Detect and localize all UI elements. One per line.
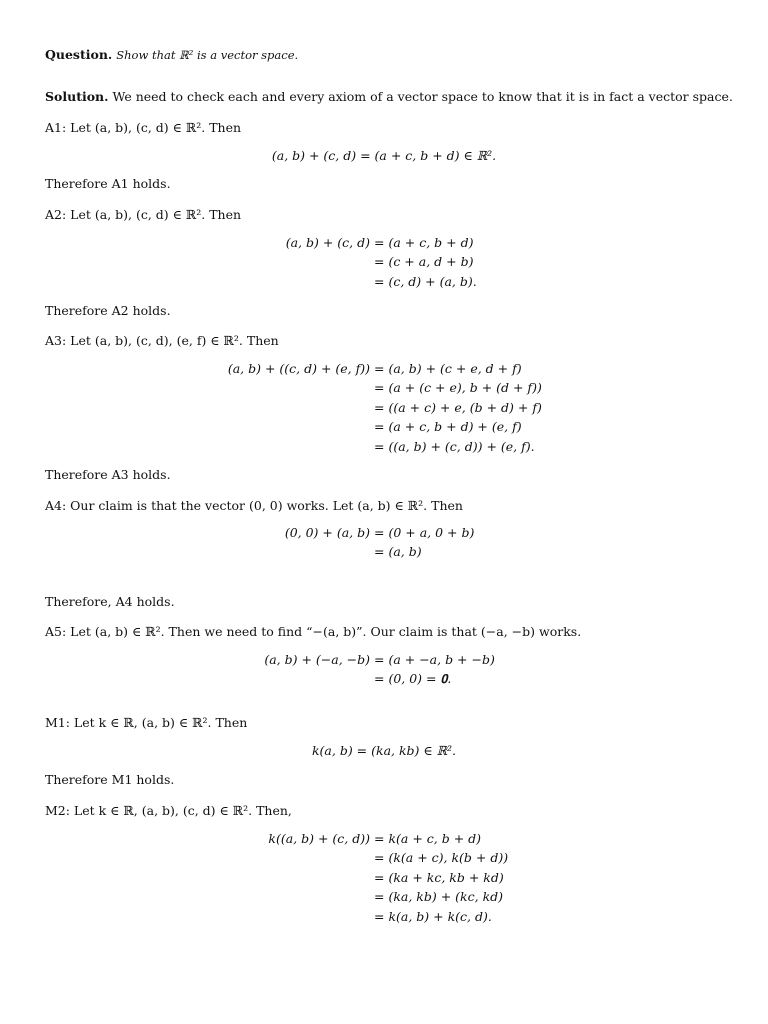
eq-row — [240, 253, 477, 273]
eq-rhs: = (ka, kb) + (kc, kd) — [374, 889, 504, 905]
eq-row — [230, 907, 508, 927]
a3-intro: A3: Let (a, b), (c, d), (e, f) ∈ ℝ². Then — [45, 333, 279, 348]
eq-row — [190, 359, 542, 379]
eq-row — [230, 888, 508, 908]
eq-row — [240, 272, 477, 292]
eq-rhs: = (c + a, d + b) — [374, 254, 474, 270]
m1-conclusion: Therefore M1 holds. — [45, 772, 175, 787]
eq-rhs: = k(a, b) + k(c, d). — [374, 908, 492, 924]
a4-conclusion: Therefore, A4 holds. — [45, 594, 175, 609]
eq-rhs: = (k(a + c), k(b + d)) — [374, 850, 509, 866]
eq-rhs: = (a + −a, b + −b) — [374, 651, 495, 667]
eq-row — [230, 849, 508, 869]
eq-rhs: = (a + c, b + d) + (e, f) — [374, 419, 522, 435]
eq-row — [220, 670, 495, 690]
question-text: Show that ℝ² is a vector space. — [116, 48, 299, 62]
eq-lhs: (a, b) + (c, d) — [285, 234, 370, 250]
m1-equation: k(a, b) = (ka, kb) ∈ ℝ². — [311, 743, 457, 758]
eq-rhs: = (0, 0) = 𝟎. — [374, 671, 452, 687]
question-label: Question. — [45, 47, 113, 62]
eq-row — [190, 379, 542, 399]
eq-row — [230, 868, 508, 888]
a1-conclusion: Therefore A1 holds. — [45, 176, 171, 191]
a4-equation-block — [240, 523, 474, 562]
m2-equation-block — [230, 829, 508, 927]
a3-equation-block — [190, 359, 542, 457]
a5-equation-block — [220, 650, 495, 689]
eq-lhs: (a, b) + ((c, d) + (e, f)) — [227, 360, 370, 376]
eq-lhs: k((a, b) + (c, d)) — [268, 830, 370, 846]
eq-rhs: = k(a + c, b + d) — [374, 830, 482, 846]
eq-rhs: = (a, b) — [374, 544, 422, 560]
a2-equation-block — [240, 233, 477, 292]
m2-intro: M2: Let k ∈ ℝ, (a, b), (c, d) ∈ ℝ². Then, — [45, 803, 292, 818]
a4-intro: A4: Our claim is that the vector (0, 0) works. Let (a, b) ∈ ℝ². Then — [45, 498, 463, 513]
a1-intro: A1: Let (a, b), (c, d) ∈ ℝ². Then — [45, 120, 242, 135]
solution-line — [45, 89, 733, 105]
eq-row — [190, 437, 542, 457]
eq-row — [240, 233, 477, 253]
eq-lhs: (a, b) + (−a, −b) — [264, 651, 370, 667]
a3-conclusion: Therefore A3 holds. — [45, 467, 171, 482]
eq-row — [190, 398, 542, 418]
eq-rhs: = (a, b) + (c + e, d + f) — [374, 360, 522, 376]
a1-equation: (a, b) + (c, d) = (a + c, b + d) ∈ ℝ². — [271, 148, 497, 163]
m1-intro: M1: Let k ∈ ℝ, (a, b) ∈ ℝ². Then — [45, 715, 248, 730]
solution-label: Solution. — [45, 89, 109, 104]
eq-row — [240, 543, 474, 563]
eq-rhs: = (ka + kc, kb + kd) — [374, 869, 504, 885]
eq-row — [220, 650, 495, 670]
eq-rhs: = (a + (c + e), b + (d + f)) — [374, 380, 542, 396]
eq-row — [230, 829, 508, 849]
solution-text: We need to check each and every axiom of a vector space to know that it is in fact a vector space. — [112, 89, 733, 104]
a5-intro: A5: Let (a, b) ∈ ℝ². Then we need to find “−(a, b)”. Our claim is that (−a, −b) works. — [45, 624, 582, 639]
eq-rhs: = (a + c, b + d) — [374, 234, 474, 250]
eq-rhs: = (c, d) + (a, b). — [374, 273, 477, 289]
a2-intro: A2: Let (a, b), (c, d) ∈ ℝ². Then — [45, 207, 242, 222]
a2-conclusion: Therefore A2 holds. — [45, 303, 171, 318]
eq-rhs: = (0 + a, 0 + b) — [374, 524, 475, 540]
eq-lhs: (0, 0) + (a, b) — [284, 524, 370, 540]
eq-row — [190, 418, 542, 438]
eq-rhs: = ((a + c) + e, (b + d) + f) — [374, 399, 542, 415]
eq-row — [240, 523, 474, 543]
question-line — [45, 47, 298, 63]
eq-rhs: = ((a, b) + (c, d)) + (e, f). — [374, 438, 535, 454]
